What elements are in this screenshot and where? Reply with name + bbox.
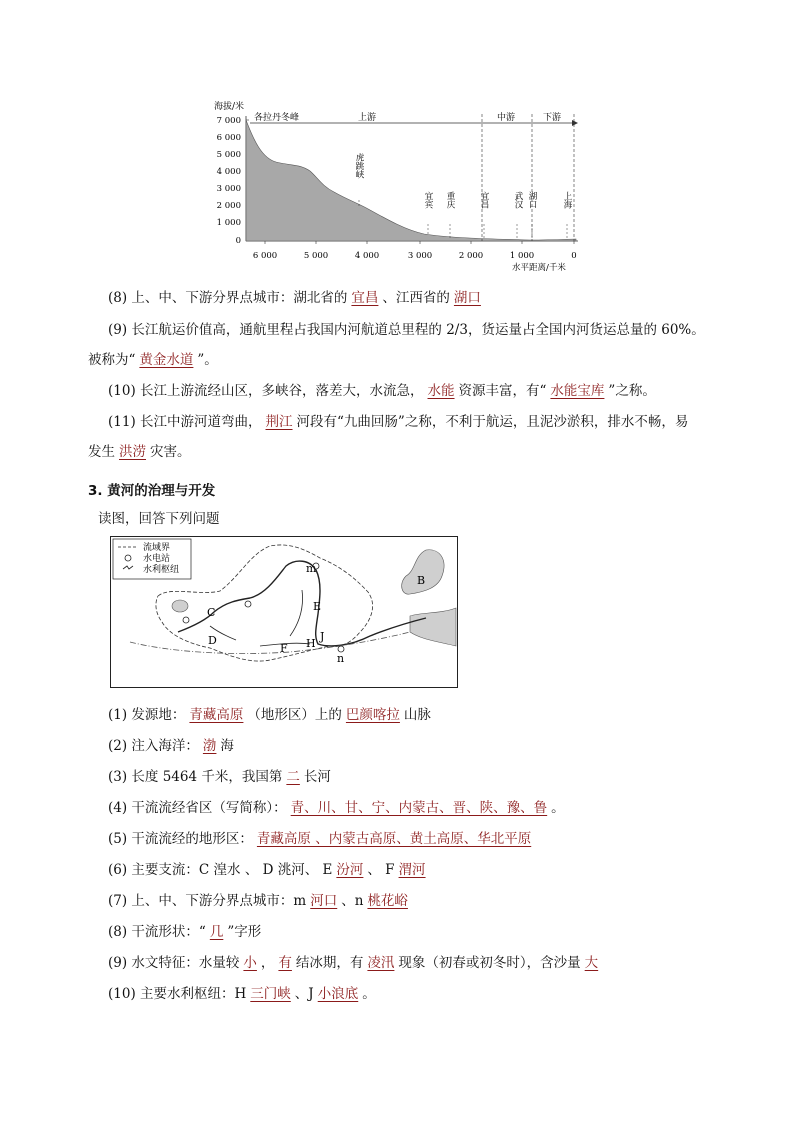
map-label: C: [207, 606, 216, 619]
q-number: (10): [108, 986, 136, 1002]
yellow-q5: [108, 829, 535, 849]
q-text: 长度 5464 千米，我国第: [131, 769, 283, 785]
answer: 桃花峪: [367, 893, 408, 909]
q-text: 、n: [341, 893, 364, 909]
map-label: n: [337, 652, 345, 665]
yellow-river-map: [110, 536, 458, 688]
answer: 小浪底: [317, 986, 359, 1002]
q-text: ”之称。: [608, 383, 656, 399]
q-number: (8): [108, 290, 128, 306]
section-heading: 3. 黄河的治理与开发: [88, 483, 216, 499]
yellow-q1: [108, 705, 431, 725]
yangtze-q11-cont: [88, 442, 191, 462]
q-text: 河段有“九曲回肠”之称，不利于航运，且泥沙淤积，排水不畅，易: [296, 414, 689, 430]
instruction: 读图，回答下列问题: [98, 511, 220, 527]
y-tick: 4 000: [216, 167, 241, 177]
yangtze-q9: [108, 320, 705, 340]
q-text: 长江上游流经山区，多峡谷，落差大，水流急，: [140, 383, 424, 399]
q-text: 海: [220, 738, 234, 754]
q-text: 结冰期，有: [295, 955, 364, 971]
map-label: J: [320, 630, 325, 643]
q-text: 、 F: [367, 862, 395, 878]
map-label: m: [306, 562, 317, 575]
section-label: 上游: [358, 113, 377, 123]
q-text: 注入海洋：: [131, 738, 199, 754]
answer: 渤: [202, 738, 217, 754]
q-number: (6): [108, 862, 128, 878]
answer: 小: [243, 955, 257, 971]
answer: 青藏高原: [189, 707, 244, 723]
q-text: 资源丰富，有“: [458, 383, 547, 399]
x-axis-label: 水平距离/千米: [512, 263, 566, 273]
q-number: (7): [108, 893, 128, 909]
y-tick: 7 000: [216, 116, 241, 126]
q-text: 干流流经省区（写简称）：: [131, 800, 287, 816]
answer: 水能宝库: [550, 383, 605, 399]
answer: 湖口: [453, 290, 481, 306]
answer: 渭河: [398, 862, 426, 878]
q-text: 。: [362, 986, 376, 1002]
q-number: (2): [108, 738, 128, 754]
q-text: 、江西省的: [382, 290, 450, 306]
answer: 荆江: [265, 414, 293, 430]
q-text: 上、中、下游分界点城市：湖北省的: [131, 290, 348, 306]
place-label: 重庆: [445, 191, 455, 209]
answer: 水能: [427, 383, 455, 399]
answer: 大: [584, 955, 599, 971]
y-tick: 5 000: [216, 150, 241, 160]
x-tick: 0: [571, 251, 577, 261]
q-text: 山脉: [403, 707, 431, 723]
q-text: 干流流经的地形区：: [131, 831, 253, 847]
legend-label: 流域界: [143, 543, 171, 553]
x-tick: 1 000: [509, 251, 535, 261]
yangtze-q8: [108, 288, 485, 308]
yellow-q4: [108, 798, 565, 818]
q-text: 。: [551, 800, 565, 816]
map-label: B: [417, 574, 426, 587]
yangtze-q11: [108, 412, 688, 432]
x-tick: 6 000: [252, 251, 278, 261]
q-text: 被称为“: [88, 352, 136, 368]
q-text: ”。: [197, 352, 218, 368]
map-label: D: [208, 634, 217, 647]
section-label: 下游: [543, 113, 562, 123]
yellow-q10: [108, 984, 376, 1004]
answer: 河口: [310, 893, 338, 909]
q-text: 水文特征：水量较: [131, 955, 240, 971]
place-label: 虎跳峡: [354, 153, 364, 179]
map-label: E: [313, 600, 322, 613]
q-text: ”字形: [227, 924, 262, 940]
place-label: 武汉: [513, 191, 523, 209]
y-tick: 1 000: [216, 218, 241, 228]
place-label: 湖口: [527, 191, 537, 209]
legend-label: 水利枢纽: [143, 565, 180, 575]
q-text: 主要支流：C 湟水 、 D 洮河、 E: [131, 862, 333, 878]
q-text: 现象（初春或初冬时），含沙量: [398, 955, 581, 971]
answer: 三门峡: [250, 986, 291, 1002]
yangtze-q9-cont: [88, 350, 218, 370]
answer: 青藏高原 、内蒙古高原、黄土高原、华北平原: [256, 831, 532, 847]
yellow-q7: [108, 891, 412, 911]
q-text: 长江航运价值高，通航里程占我国内河航道总里程的 2/3，货运量占全国内河货运总量的 60%。: [131, 322, 705, 338]
q-text: 上、中、下游分界点城市：m: [131, 893, 307, 909]
yellow-q6: [108, 860, 430, 880]
legend-label: 水电站: [143, 554, 171, 564]
elevation-profile-area: [246, 120, 576, 241]
x-tick: 5 000: [303, 251, 329, 261]
x-tick: 2 000: [458, 251, 484, 261]
answer: 几: [209, 924, 224, 940]
q-text: 、J: [294, 986, 314, 1002]
y-tick: 2 000: [216, 201, 241, 211]
y-tick: 0: [235, 236, 241, 246]
map-label: F: [280, 642, 288, 655]
place-label: 宜宾: [423, 191, 433, 209]
y-tick: 3 000: [216, 184, 241, 194]
y-axis-label: 海拔/米: [214, 102, 245, 112]
answer: 二: [286, 769, 300, 785]
q-text: 主要水利枢纽：H: [140, 986, 247, 1002]
answer: 汾河: [336, 862, 364, 878]
answer: 有: [278, 955, 292, 971]
q-text: 发源地：: [131, 707, 186, 723]
yangtze-q10: [108, 381, 656, 401]
q-text: 干流形状：“: [131, 924, 206, 940]
yellow-q2: [108, 736, 234, 756]
yellow-q8: [108, 922, 261, 942]
x-tick: 3 000: [407, 251, 433, 261]
section-label: 中游: [497, 113, 516, 123]
q-number: (10): [108, 383, 136, 399]
answer: 洪涝: [119, 444, 146, 460]
answer: 凌汛: [367, 955, 395, 971]
q-number: (4): [108, 800, 128, 816]
y-tick: 6 000: [216, 133, 241, 143]
q-text: 长河: [303, 769, 331, 785]
answer: 黄金水道: [139, 352, 194, 368]
section-label: 各拉丹冬峰: [254, 113, 300, 123]
q-number: (8): [108, 924, 128, 940]
place-label: 宜昌: [479, 191, 489, 209]
place-label: 上海: [562, 191, 572, 209]
answer: 宜昌: [351, 290, 379, 306]
yellow-q3: [108, 767, 331, 787]
q-number: (9): [108, 322, 128, 338]
yellow-q9: [108, 953, 602, 973]
x-tick: 4 000: [354, 251, 380, 261]
q-number: (3): [108, 769, 128, 785]
q-number: (9): [108, 955, 128, 971]
q-number: (5): [108, 831, 128, 847]
q-number: (11): [108, 414, 136, 430]
answer: 青、川、甘、宁、内蒙古、晋、陕、豫、鲁: [290, 800, 548, 816]
q-text: 发生: [88, 444, 115, 460]
q-number: (1): [108, 707, 128, 723]
q-text: ，: [260, 955, 275, 971]
map-label: H: [306, 637, 316, 650]
q-text: 长江中游河道弯曲，: [140, 414, 262, 430]
q-text: 灾害。: [150, 444, 191, 460]
q-text: （地形区）上的: [247, 707, 342, 723]
yangtze-profile-chart: [210, 96, 600, 276]
answer: 巴颜喀拉: [345, 707, 400, 723]
